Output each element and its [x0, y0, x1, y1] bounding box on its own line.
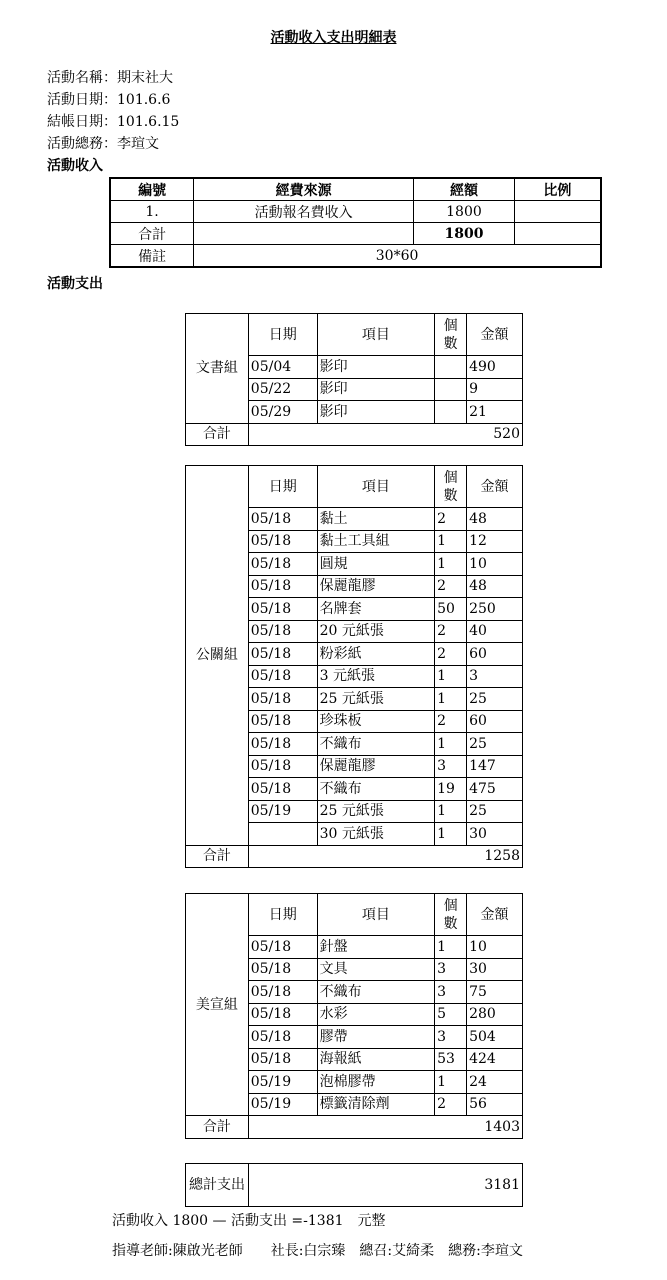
income-note-value: 30*60: [194, 245, 601, 268]
row-item: 黏土: [317, 508, 435, 531]
row-amount: 48: [467, 508, 523, 531]
row-qty: 5: [435, 1003, 467, 1026]
row-date: 05/18: [248, 778, 317, 801]
row-qty: 2: [435, 710, 467, 733]
row-amount: 10: [467, 936, 523, 959]
row-qty: [435, 401, 467, 424]
treasurer: 活動總務：李瑄文: [47, 136, 159, 152]
row-item: 30 元紙張: [317, 823, 435, 846]
row-amount: 56: [467, 1093, 523, 1116]
row-amount: 21: [467, 401, 523, 424]
col-header-qty: 個數: [435, 894, 467, 936]
group-name: 公關組: [186, 466, 249, 846]
col-header-date: 日期: [248, 466, 317, 508]
group-total-amount: 1403: [248, 1116, 522, 1139]
row-item: 不織布: [317, 778, 435, 801]
row-amount: 24: [467, 1071, 523, 1094]
info-block: [47, 67, 179, 155]
row-item: 黏土工具組: [317, 530, 435, 553]
summary-line: 活動收入 1800 — 活動支出 =-1381 元整: [112, 1213, 386, 1229]
col-header-date: 日期: [248, 314, 317, 356]
income-total-ratio: [514, 223, 601, 245]
col-header-amount: 金額: [467, 466, 523, 508]
activity-date: 活動日期：101.6.6: [47, 92, 171, 108]
row-amount: 30: [467, 958, 523, 981]
row-date: 05/19: [248, 1093, 317, 1116]
row-qty: 1: [435, 936, 467, 959]
row-qty: 3: [435, 958, 467, 981]
row-amount: 60: [467, 643, 523, 666]
page-title: 活動收入支出明細表: [270, 30, 397, 46]
row-item: 保麗龍膠: [317, 575, 435, 598]
group-total-amount: 1258: [248, 845, 522, 868]
row-amount: 147: [467, 755, 523, 778]
row-item: 保麗龍膠: [317, 755, 435, 778]
row-item: 影印: [317, 356, 435, 379]
col-header-item: 項目: [317, 466, 435, 508]
income-total-empty: [194, 223, 414, 245]
row-item: 海報紙: [317, 1048, 435, 1071]
income-row-source: 活動報名費收入: [194, 201, 414, 223]
grand-total-label: 總計支出: [186, 1164, 249, 1207]
row-amount: 250: [467, 598, 523, 621]
group-total-label: 合計: [186, 1116, 249, 1139]
row-date: 05/18: [248, 643, 317, 666]
income-total-amount: 1800: [414, 223, 515, 245]
row-amount: 475: [467, 778, 523, 801]
row-amount: 504: [467, 1026, 523, 1049]
col-header-qty: 個數: [435, 314, 467, 356]
row-qty: [435, 356, 467, 379]
row-date: 05/18: [248, 620, 317, 643]
settlement-date: 結帳日期：101.6.15: [47, 114, 180, 130]
row-date: 05/19: [248, 800, 317, 823]
row-date: 05/19: [248, 1071, 317, 1094]
row-qty: 1: [435, 688, 467, 711]
row-item: 不織布: [317, 733, 435, 756]
row-date: 05/18: [248, 530, 317, 553]
income-total-label: 合計: [110, 223, 194, 245]
income-table: [109, 177, 602, 268]
row-date: 05/18: [248, 755, 317, 778]
row-date: 05/18: [248, 1048, 317, 1071]
row-item: 針盤: [317, 936, 435, 959]
row-amount: 9: [467, 378, 523, 401]
expense-group-table: [185, 893, 523, 1139]
activity-name: 活動名稱：期末社大: [47, 70, 173, 86]
income-heading: 活動收入: [47, 158, 103, 174]
row-qty: 2: [435, 1093, 467, 1116]
row-amount: 48: [467, 575, 523, 598]
row-date: 05/18: [248, 508, 317, 531]
row-date: 05/18: [248, 575, 317, 598]
group-total-label: 合計: [186, 845, 249, 868]
row-amount: 75: [467, 981, 523, 1004]
row-date: 05/18: [248, 710, 317, 733]
row-item: 不織布: [317, 981, 435, 1004]
income-note-label: 備註: [110, 245, 194, 268]
row-qty: 3: [435, 755, 467, 778]
row-item: 粉彩紙: [317, 643, 435, 666]
row-qty: [435, 378, 467, 401]
col-header-amount: 金額: [467, 894, 523, 936]
row-date: 05/18: [248, 958, 317, 981]
row-date: 05/18: [248, 936, 317, 959]
row-item: 名牌套: [317, 598, 435, 621]
group-total-amount: 520: [248, 423, 522, 446]
row-item: 水彩: [317, 1003, 435, 1026]
row-item: 25 元紙張: [317, 688, 435, 711]
row-qty: 1: [435, 800, 467, 823]
col-header-amount: 金額: [467, 314, 523, 356]
expense-heading: 活動支出: [47, 276, 103, 292]
row-qty: 19: [435, 778, 467, 801]
row-qty: 53: [435, 1048, 467, 1071]
row-item: 泡棉膠帶: [317, 1071, 435, 1094]
income-header-ratio: 比例: [514, 178, 601, 201]
row-date: 05/18: [248, 688, 317, 711]
row-qty: 2: [435, 620, 467, 643]
row-qty: 3: [435, 981, 467, 1004]
row-qty: 1: [435, 733, 467, 756]
row-item: 膠帶: [317, 1026, 435, 1049]
income-row-no: 1.: [110, 201, 194, 223]
row-date: 05/18: [248, 665, 317, 688]
row-date: 05/22: [248, 378, 317, 401]
income-header-amount: 經額: [414, 178, 515, 201]
row-item: 20 元紙張: [317, 620, 435, 643]
row-amount: 60: [467, 710, 523, 733]
income-header-no: 編號: [110, 178, 194, 201]
row-qty: 3: [435, 1026, 467, 1049]
group-total-label: 合計: [186, 423, 249, 446]
row-item: 文具: [317, 958, 435, 981]
expense-group-table: [185, 313, 523, 446]
row-amount: 424: [467, 1048, 523, 1071]
row-date: 05/18: [248, 1026, 317, 1049]
group-name: 文書組: [186, 314, 249, 424]
grand-total-table: [185, 1163, 523, 1207]
row-qty: 1: [435, 823, 467, 846]
row-qty: 1: [435, 553, 467, 576]
row-item: 標籤清除劑: [317, 1093, 435, 1116]
row-qty: 2: [435, 643, 467, 666]
row-amount: 280: [467, 1003, 523, 1026]
row-amount: 3: [467, 665, 523, 688]
row-date: 05/18: [248, 553, 317, 576]
row-item: 25 元紙張: [317, 800, 435, 823]
expense-group-table: [185, 465, 523, 868]
row-qty: 1: [435, 665, 467, 688]
row-qty: 50: [435, 598, 467, 621]
grand-total-amount: 3181: [249, 1164, 523, 1207]
row-amount: 10: [467, 553, 523, 576]
row-date: 05/29: [248, 401, 317, 424]
income-header-source: 經費來源: [194, 178, 414, 201]
row-amount: 25: [467, 688, 523, 711]
row-item: 3 元紙張: [317, 665, 435, 688]
row-amount: 25: [467, 800, 523, 823]
row-date: 05/18: [248, 981, 317, 1004]
signatures-line: 指導老師:陳啟光老師 社長:白宗臻 總召:艾綺柔 總務:李瑄文: [112, 1243, 523, 1259]
col-header-item: 項目: [317, 314, 435, 356]
row-date: 05/18: [248, 733, 317, 756]
row-item: 圓規: [317, 553, 435, 576]
row-item: 影印: [317, 378, 435, 401]
row-amount: 12: [467, 530, 523, 553]
row-amount: 490: [467, 356, 523, 379]
income-row-ratio: [514, 201, 601, 223]
row-amount: 30: [467, 823, 523, 846]
row-qty: 2: [435, 575, 467, 598]
row-date: 05/18: [248, 1003, 317, 1026]
row-date: [248, 823, 317, 846]
row-qty: 1: [435, 530, 467, 553]
col-header-item: 項目: [317, 894, 435, 936]
col-header-date: 日期: [248, 894, 317, 936]
row-item: 影印: [317, 401, 435, 424]
col-header-qty: 個數: [435, 466, 467, 508]
row-amount: 40: [467, 620, 523, 643]
group-name: 美宣組: [186, 894, 249, 1116]
row-qty: 2: [435, 508, 467, 531]
row-amount: 25: [467, 733, 523, 756]
income-row-amount: 1800: [414, 201, 515, 223]
row-qty: 1: [435, 1071, 467, 1094]
row-date: 05/04: [248, 356, 317, 379]
row-date: 05/18: [248, 598, 317, 621]
row-item: 珍珠板: [317, 710, 435, 733]
